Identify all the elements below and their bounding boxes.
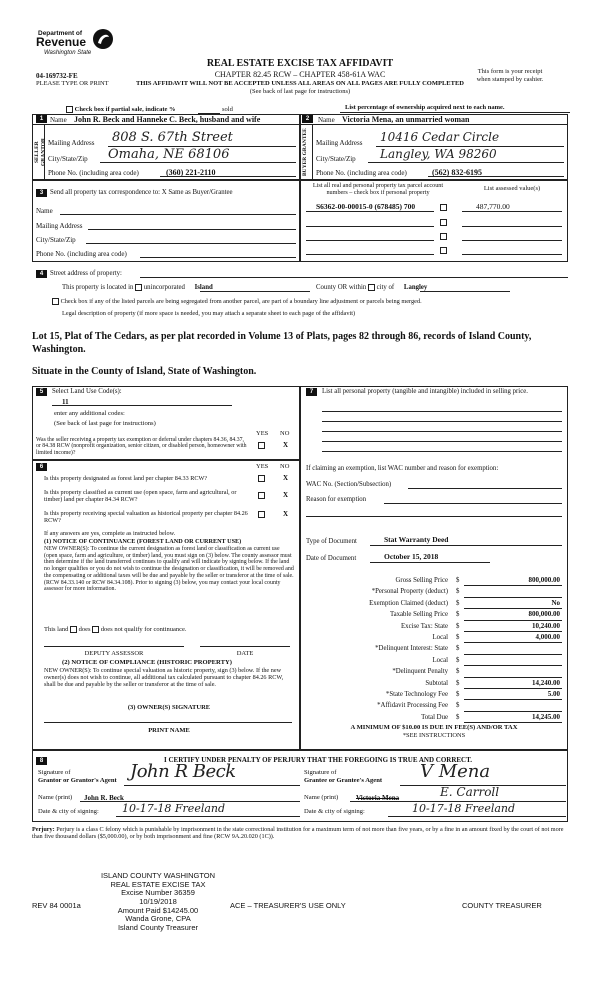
- price-row: [300, 690, 568, 701]
- grantor-signature[interactable]: John R Beck: [130, 761, 236, 782]
- price-row: [300, 633, 568, 644]
- s6-no-header: NO: [280, 463, 290, 470]
- grantee-print-handwritten[interactable]: E. Carroll: [440, 785, 500, 799]
- see-instructions: *SEE INSTRUCTIONS: [402, 732, 466, 739]
- doc-type[interactable]: Stat Warranty Deed: [384, 535, 449, 544]
- county-or-within-row: [316, 284, 427, 292]
- grantor-sig-label: [38, 769, 117, 785]
- price-row: [300, 599, 568, 610]
- grantee-signature[interactable]: V Mena: [420, 761, 491, 782]
- stamp-line-1: ISLAND COUNTY WASHINGTON: [100, 871, 216, 880]
- section-7-number: 7: [306, 388, 317, 396]
- form-number: 04-169732-FE: [36, 72, 78, 80]
- city-of-checkbox[interactable]: [368, 284, 375, 291]
- does-not-label: does not qualify for continuance.: [100, 626, 187, 633]
- grantee-date-label: Date & city of signing:: [304, 808, 365, 815]
- price-row-value[interactable]: 800,000.00: [528, 576, 560, 584]
- this-land-label: This land: [44, 626, 69, 633]
- located-label: This property is located in: [62, 284, 134, 292]
- send-value[interactable]: X Same as Buyer/Grantee: [161, 189, 233, 196]
- price-row-underline: [464, 597, 562, 598]
- buyer-city-label: City/State/Zip: [316, 155, 356, 163]
- seller-name[interactable]: John R. Beck and Hanneke C. Beck, husband and wife: [74, 115, 261, 124]
- partial-sale-label: Check box if partial sale, indicate %: [74, 106, 176, 113]
- county-or-within-label: County OR within: [316, 284, 367, 292]
- price-row: [300, 644, 568, 655]
- price-row: [300, 713, 568, 724]
- price-row-currency: $: [456, 702, 460, 710]
- chapter-line: CHAPTER 82.45 RCW – CHAPTER 458-61A WAC: [214, 70, 386, 79]
- grantee-print-name[interactable]: Victoria Mena: [356, 794, 400, 802]
- buyer-city[interactable]: Langley, WA 98260: [380, 147, 497, 161]
- doc-date[interactable]: October 15, 2018: [384, 552, 439, 561]
- grantee-sig-prefix: Signature of: [304, 769, 337, 776]
- price-row-currency: $: [456, 588, 460, 596]
- current-use-yes-checkbox[interactable]: [258, 492, 265, 499]
- situate-line[interactable]: Situate in the County of Island, State of Washington.: [32, 366, 257, 377]
- grantor-sig-prefix: Signature of: [38, 769, 71, 776]
- price-row-underline: [464, 711, 562, 712]
- s5-yes-header: YES: [256, 430, 269, 437]
- price-row: [300, 610, 568, 621]
- stamp-line-5: Amount Paid $14245.00: [117, 905, 199, 915]
- grantee-date-city[interactable]: 10-17-18 Freeland: [412, 802, 516, 815]
- historic-question: Is this property receiving special valuation as historical property per chapter 84.26 RCW?: [44, 510, 248, 525]
- buyer-name-label: Name: [318, 116, 335, 124]
- city-of-label: city of: [376, 284, 395, 292]
- grantor-date-city[interactable]: 10-17-18 Freeland: [122, 802, 226, 815]
- perjury-label: Perjury:: [32, 826, 55, 833]
- unincorporated-checkbox[interactable]: [135, 284, 142, 291]
- seller-mailing[interactable]: 808 S. 67th Street: [112, 130, 233, 145]
- price-row: [300, 576, 568, 587]
- seller-phone[interactable]: (360) 221-2110: [166, 168, 216, 177]
- seller-mailing-label: Mailing Address: [48, 139, 95, 147]
- city-value[interactable]: Langley: [403, 284, 428, 292]
- corr-city-label: City/State/Zip: [36, 236, 76, 244]
- s6-yes-header: YES: [256, 463, 269, 470]
- price-row-label: *State Technology Fee: [385, 691, 448, 698]
- exemption-claim-label: If claiming an exemption, list WAC number and reason for exemption:: [306, 465, 499, 472]
- stamp-line-6: Wanda Grone, CPA: [125, 914, 191, 924]
- price-row-underline: [464, 631, 562, 632]
- price-row-label: *Delinquent Interest: State: [375, 645, 448, 653]
- send-correspondence-label: [50, 189, 233, 197]
- price-row: [300, 679, 568, 690]
- exemption-no-answer[interactable]: X: [283, 441, 289, 449]
- price-row-value[interactable]: No: [551, 598, 560, 607]
- owner-signature-label: (3) OWNER(S) SIGNATURE: [127, 704, 211, 711]
- grantor-print-name[interactable]: John R. Beck: [84, 794, 124, 802]
- corr-phone-label: Phone No. (including area code): [36, 250, 127, 258]
- price-row-underline: [464, 608, 562, 609]
- price-row-value[interactable]: 4,000.00: [535, 633, 560, 641]
- price-row-currency: $: [456, 634, 460, 641]
- does-label: does: [78, 626, 91, 633]
- this-land-row: [44, 626, 187, 633]
- forest-question: Is this property designated as forest land per chapter 84.33 RCW?: [44, 475, 208, 482]
- unincorporated-label: unincorporated: [143, 284, 185, 292]
- seller-side-label: SELLER GRANTOR: [34, 138, 47, 167]
- seller-city[interactable]: Omaha, NE 68106: [108, 147, 230, 162]
- doc-date-label: Date of Document: [306, 555, 357, 562]
- price-row-value[interactable]: 14,240.00: [532, 678, 560, 687]
- if-any-yes: If any answers are yes, complete as instructed below.: [44, 530, 176, 537]
- current-use-question: Is this property classified as current use (open space, farm and agricultural, or timber) land per chapter 84.34 RCW?: [44, 489, 237, 504]
- price-row-currency: $: [456, 611, 460, 619]
- price-row-currency: $: [456, 679, 460, 687]
- deputy-assessor-label: DEPUTY ASSESSOR: [84, 650, 144, 657]
- compliance-title: (2) NOTICE OF COMPLIANCE (HISTORIC PROPERTY): [62, 659, 232, 666]
- continuance-text: NEW OWNER(S): To continue the current designation as forest land or classification as current use (open space, farm and agriculture, or timber) land, you must sign on (3) below. The county assessor must then determine if the land transferred continues to qualify and will indicate by signing below. If the land no longer qualifies or you do not wish to continue the designation or classification, it will be removed and the compensating or additional taxes will be due and payable by the seller or transferor at the time of sale. (RCW 84.33.140 or RCW 84.34.108). Prior to signing (3) below, you may contact your local county assessor for more information.: [44, 546, 294, 593]
- buyer-phone[interactable]: (562) 832-6195: [432, 168, 482, 177]
- wac-label: WAC No. (Section/Subsection): [306, 481, 392, 488]
- assessed-header: List assessed value(s): [483, 185, 541, 192]
- price-row-underline: [464, 665, 562, 666]
- partial-sale-checkbox[interactable]: [66, 106, 73, 113]
- continuance-title: (1) NOTICE OF CONTINUANCE (FOREST LAND OR CURRENT USE): [44, 538, 242, 545]
- price-row-label: Local: [432, 634, 448, 641]
- land-use-see-back: (See back of last page for instructions): [54, 420, 156, 427]
- section-8-number: 8: [36, 757, 47, 765]
- corr-mailing-label: Mailing Address: [36, 222, 83, 230]
- price-row-label: *Delinquent Penalty: [392, 668, 448, 676]
- price-row-label: *Personal Property (deduct): [371, 588, 448, 596]
- current-use-no-answer[interactable]: X: [283, 491, 289, 499]
- section-2-number: 2: [302, 115, 313, 123]
- personal-property-label: List all personal property (tangible and intangible) included in selling price.: [322, 388, 528, 395]
- parcel-personal-checkbox-1[interactable]: [440, 204, 447, 211]
- parcel-personal-checkbox-3[interactable]: [440, 233, 447, 240]
- land-use-label: Select Land Use Code(s):: [52, 388, 122, 395]
- parcel-personal-checkbox-4[interactable]: [440, 247, 447, 254]
- price-row-label: Excise Tax: State: [401, 622, 448, 630]
- legal-desc-label: Legal description of property (if more space is needed, you may attach a separate sheet to each page of the affidavit): [62, 310, 356, 317]
- exemption-question: Was the seller receiving a property tax exemption or deferral under chapters 84.36, 84.37, or 84.38 RCW (nonprofit organization, senior citizen, or disabled person, homeowner with limited income)?: [36, 437, 247, 456]
- assessed-value[interactable]: 487,770.00: [476, 202, 510, 211]
- price-row-currency: $: [456, 622, 460, 630]
- price-row-currency: $: [456, 691, 460, 698]
- parcel-number[interactable]: S6362-00-00015-0 (678485) 700: [316, 202, 416, 211]
- section-3-number: 3: [36, 189, 47, 197]
- price-row-label: *Affidavit Processing Fee: [377, 702, 448, 710]
- dept-line1: Department of: [38, 30, 83, 37]
- revenue-emblem-icon: [92, 28, 114, 50]
- price-row-underline: [464, 585, 562, 586]
- grantee-agent-label: Grantee or Grantee's Agent: [304, 777, 383, 785]
- price-row-currency: $: [456, 668, 460, 676]
- price-row: [300, 622, 568, 633]
- stamp-line-3: Excise Number 36359: [121, 888, 195, 898]
- price-row-currency: $: [456, 599, 460, 607]
- section-6-number: 6: [36, 463, 47, 471]
- does-not-checkbox[interactable]: [92, 626, 99, 633]
- forest-yes-checkbox[interactable]: [258, 475, 265, 482]
- price-row-underline: [464, 642, 562, 643]
- segregated-checkbox[interactable]: [52, 298, 59, 305]
- parcel-header: List all real and personal property tax parcel account numbers – check box if personal property: [312, 182, 444, 197]
- grantor-print-label: Name (print): [38, 794, 73, 801]
- grantor-agent-label: Grantor or Grantor's Agent: [38, 777, 117, 785]
- price-row: [300, 667, 568, 678]
- sold-label: sold: [222, 106, 233, 113]
- price-row-label: Subtotal: [425, 679, 448, 687]
- see-back-line: (See back of last page for instructions): [249, 88, 351, 95]
- additional-codes-label: enter any additional codes:: [54, 410, 125, 417]
- compliance-text: NEW OWNER(S): To continue special valuation as historic property, sign (3) below. If the new owner(s) does not wish to continue, all additional tax calculated pursuant to chapter 84.26 RCW, shall be due and payable by the seller or transferor at the time of sale.: [44, 667, 284, 689]
- grantee-print-label: Name (print): [304, 794, 339, 801]
- perjury-text: Perjury is a class C felony which is punishable by imprisonment in the state correctional institution for a maximum term of not more than five years, or by a fine in an amount fixed by the court of not more than five thousand dollars ($5,000.00), or by both imprisonment and fine (RCW 9A.20.020 (1C)).: [32, 826, 564, 841]
- legal-description[interactable]: Lot 15, Plat of The Cedars, as per plat recorded in Volume 13 of Plats, pages 82 through 86, records of Island County, Washington.: [32, 331, 532, 355]
- located-row: [62, 284, 213, 292]
- exemption-yes-checkbox[interactable]: [258, 442, 265, 449]
- page-title: REAL ESTATE EXCISE TAX AFFIDAVIT: [206, 58, 394, 69]
- price-row-currency: $: [456, 577, 460, 584]
- reason-label: Reason for exemption: [306, 496, 367, 503]
- price-row: [300, 701, 568, 712]
- perjury-note: [32, 826, 568, 841]
- receipt-note-2: when stamped by cashier.: [476, 76, 544, 83]
- price-row-currency: $: [456, 656, 460, 664]
- doc-type-label: Type of Document: [306, 538, 357, 545]
- price-row-value[interactable]: 5.00: [547, 690, 560, 698]
- price-row-label: Gross Selling Price: [395, 577, 448, 584]
- price-row-label: Exemption Claimed (deduct): [369, 599, 448, 607]
- buyer-mailing[interactable]: 10416 Cedar Circle: [380, 130, 500, 144]
- date-label: DATE: [236, 650, 254, 657]
- historic-yes-checkbox[interactable]: [258, 511, 265, 518]
- price-row-value[interactable]: 800,000.00: [528, 610, 560, 619]
- price-row-underline: [464, 699, 562, 700]
- price-row-underline: [464, 688, 562, 689]
- rev-number: REV 84 0001a: [32, 901, 81, 910]
- segregated-row: [52, 298, 572, 305]
- section-5-number: 5: [36, 388, 47, 396]
- grantee-sig-label: [304, 769, 382, 785]
- buyer-name[interactable]: Victoria Mena, an unmarried woman: [342, 115, 470, 124]
- price-row-underline: [464, 654, 562, 655]
- section-4-number: 4: [36, 270, 47, 278]
- minimum-due: A MINIMUM OF $10.00 IS DUE IN FEE(S) AND/OR TAX: [350, 724, 518, 731]
- dept-line3: Washington State: [44, 50, 92, 56]
- price-row: [300, 587, 568, 598]
- price-row-underline: [464, 620, 562, 621]
- price-row-currency: $: [456, 713, 460, 721]
- does-checkbox[interactable]: [70, 626, 77, 633]
- revenue-logo: [36, 28, 116, 68]
- forest-no-answer[interactable]: X: [283, 474, 289, 482]
- partial-sale-row: [66, 106, 176, 113]
- price-row-label: Total Due: [421, 713, 448, 721]
- stamp-line-4: 10/19/2018: [139, 896, 177, 906]
- land-use-code[interactable]: 11: [62, 398, 69, 406]
- not-accepted-line: THIS AFFIDAVIT WILL NOT BE ACCEPTED UNLESS ALL AREAS ON ALL PAGES ARE FULLY COMPLETED: [136, 80, 464, 87]
- price-row: [300, 656, 568, 667]
- treasurer-use-only: ACE – TREASURER'S USE ONLY: [230, 901, 346, 910]
- ownership-note: List percentage of ownership acquired next to each name.: [345, 104, 505, 111]
- certify-statement: I CERTIFY UNDER PENALTY OF PERJURY THAT THE FOREGOING IS TRUE AND CORRECT.: [164, 756, 473, 764]
- price-row-value[interactable]: 14,245.00: [532, 712, 560, 721]
- s5-no-header: NO: [280, 430, 290, 437]
- street-address-label: Street address of property:: [50, 270, 122, 277]
- price-row-label: Taxable Selling Price: [389, 611, 448, 619]
- buyer-side-label: BUYER GRANTEE: [302, 128, 308, 176]
- price-row-label: Local: [432, 656, 448, 664]
- corr-name-label: Name: [36, 207, 53, 215]
- stamp-line-2: REAL ESTATE EXCISE TAX: [110, 879, 206, 889]
- price-row-currency: $: [456, 645, 460, 653]
- county-treasurer-label: COUNTY TREASURER: [462, 901, 542, 910]
- stamp-line-7: Island County Treasurer: [117, 922, 199, 932]
- buyer-phone-label: Phone No. (including area code): [316, 169, 407, 177]
- seller-city-label: City/State/Zip: [48, 155, 88, 163]
- dept-line2: Revenue: [36, 35, 87, 49]
- grantor-date-label: Date & city of signing:: [38, 808, 99, 815]
- send-label: Send all property tax correspondence to:: [50, 189, 161, 196]
- type-or-print: PLEASE TYPE OR PRINT: [36, 80, 109, 87]
- county-value[interactable]: Island: [194, 284, 213, 292]
- seller-phone-label: Phone No. (including area code): [48, 169, 139, 177]
- parcel-personal-checkbox-2[interactable]: [440, 219, 447, 226]
- buyer-mailing-label: Mailing Address: [316, 139, 363, 147]
- seller-name-label: Name: [50, 116, 67, 124]
- receipt-note-1: This form is your receipt: [477, 68, 543, 75]
- section-1-number: 1: [36, 115, 47, 123]
- segregated-label: Check box if any of the listed parcels are being segregated from another parcel, are part of a boundary line adjustment or parcels being merged.: [60, 298, 422, 305]
- treasurer-stamp: [88, 872, 228, 932]
- historic-no-answer[interactable]: X: [283, 510, 289, 518]
- price-row-value[interactable]: 10,240.00: [532, 621, 560, 630]
- print-name-label: PRINT NAME: [148, 727, 190, 734]
- price-row-underline: [464, 677, 562, 678]
